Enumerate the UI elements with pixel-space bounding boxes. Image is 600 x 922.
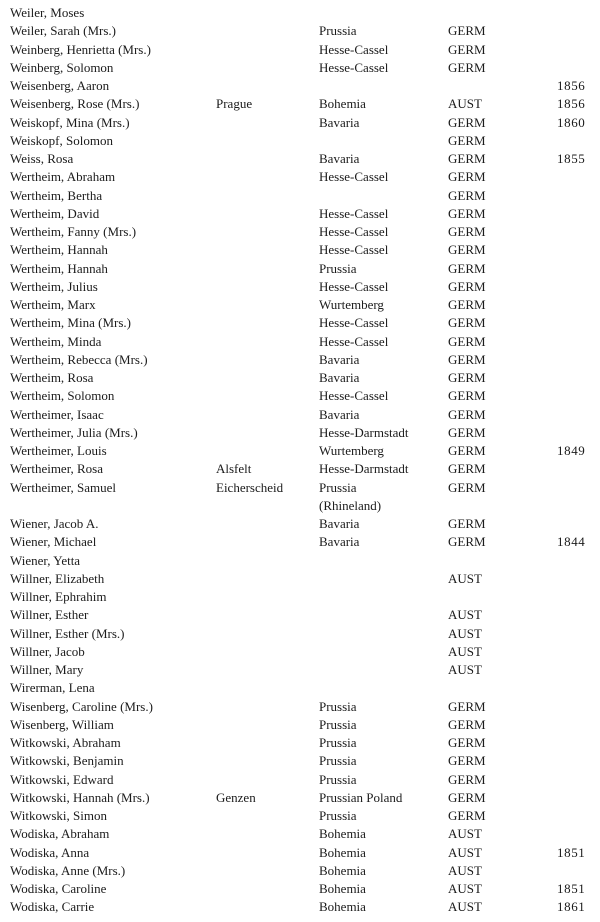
list-item (0, 588, 600, 606)
country-code: GERM (448, 753, 486, 769)
person-name: Wertheim, David (10, 205, 100, 221)
person-name: Willner, Jacob (10, 643, 85, 659)
region: Hesse-Cassel (319, 315, 389, 331)
hometown: Prague (216, 96, 253, 112)
list-item (0, 114, 600, 132)
arrival-year: 1849 (557, 443, 586, 458)
list-item (0, 205, 600, 223)
list-item (0, 241, 600, 259)
person-name: Wertheim, Julius (10, 278, 98, 294)
hometown: Eicherscheid (216, 479, 284, 495)
region: Hesse-Darmstadt (319, 424, 409, 440)
arrival-year: 1851 (557, 881, 586, 896)
list-item (0, 698, 600, 716)
country-code: GERM (448, 351, 486, 367)
region: Prussia (319, 479, 357, 495)
region: Prussia (319, 698, 357, 714)
country-code: AUST (448, 826, 482, 842)
arrival-year: 1844 (557, 534, 586, 550)
country-code: GERM (448, 132, 486, 148)
person-name: Wodiska, Abraham (10, 826, 110, 842)
region: Bohemia (319, 881, 366, 896)
country-code: AUST (448, 862, 482, 878)
country-code: GERM (448, 187, 486, 203)
country-code: AUST (448, 844, 482, 860)
person-name: Wertheim, Marx (10, 297, 96, 312)
region: Bohemia (319, 826, 366, 842)
list-item (0, 59, 600, 77)
person-name: Weiskopf, Mina (Mrs.) (10, 114, 130, 130)
country-code: GERM (448, 534, 486, 550)
list-item (0, 41, 600, 59)
arrival-year: 1856 (557, 78, 586, 93)
list-item (0, 387, 600, 405)
list-item (0, 460, 600, 478)
region: Prussia (319, 716, 357, 732)
person-name: Wertheim, Hannah (10, 260, 108, 276)
region: Prussia (319, 808, 357, 823)
country-code: GERM (448, 205, 486, 221)
person-name: Witkowski, Benjamin (10, 753, 124, 769)
list-item (0, 606, 600, 624)
person-name: Wertheimer, Louis (10, 443, 107, 458)
list-item (0, 679, 600, 697)
region: Hesse-Cassel (319, 278, 389, 294)
list-item (0, 260, 600, 278)
list-item (0, 625, 600, 643)
person-name: Weinberg, Henrietta (Mrs.) (10, 41, 151, 57)
person-name: Wodiska, Anne (Mrs.) (10, 862, 126, 878)
person-name: Witkowski, Edward (10, 771, 114, 787)
person-name: Wodiska, Anna (10, 844, 90, 860)
person-name: Wertheimer, Julia (Mrs.) (10, 424, 138, 440)
person-name: Willner, Ephrahim (10, 589, 107, 604)
region: Bavaria (319, 516, 360, 531)
person-name: Willner, Esther (10, 607, 89, 623)
region: Bohemia (319, 844, 366, 860)
country-code: GERM (448, 59, 486, 75)
country-code: AUST (448, 570, 482, 586)
person-name: Wodiska, Carrie (10, 899, 95, 915)
person-name: Weiskopf, Solomon (10, 132, 113, 148)
region: Hesse-Cassel (319, 205, 389, 221)
person-name: Willner, Mary (10, 662, 84, 677)
person-name: Weiss, Rosa (10, 151, 74, 166)
person-name: Witkowski, Simon (10, 808, 107, 823)
region: Prussia (319, 260, 357, 276)
list-item (0, 643, 600, 661)
arrival-year: 1851 (557, 844, 586, 860)
region: Hesse-Cassel (319, 388, 389, 404)
region: Prussia (319, 753, 357, 769)
country-code: GERM (448, 516, 486, 531)
list-item (0, 734, 600, 752)
person-name: Wertheimer, Samuel (10, 479, 117, 495)
region: Bavaria (319, 406, 360, 422)
country-code: AUST (448, 899, 482, 915)
person-name: Wertheim, Fanny (Mrs.) (10, 224, 137, 239)
list-item (0, 898, 600, 916)
list-item (0, 442, 600, 460)
region: Bavaria (319, 151, 360, 166)
list-item (0, 314, 600, 332)
country-code: GERM (448, 169, 486, 185)
list-item (0, 369, 600, 387)
country-code: GERM (448, 151, 486, 166)
list-item (0, 4, 600, 22)
country-code: GERM (448, 461, 486, 477)
country-code: AUST (448, 607, 482, 623)
person-name: Willner, Elizabeth (10, 570, 105, 586)
record-list (0, 4, 600, 917)
list-item (0, 515, 600, 533)
list-item (0, 825, 600, 843)
person-name: Weiler, Moses (10, 5, 85, 20)
list-item (0, 77, 600, 95)
list-item (0, 661, 600, 679)
list-item (0, 862, 600, 880)
arrival-year: 1860 (557, 114, 586, 130)
country-code: GERM (448, 315, 486, 331)
person-name: Weiler, Sarah (Mrs.) (10, 23, 117, 39)
person-name: Wertheim, Rebecca (Mrs.) (10, 351, 148, 367)
list-item (0, 844, 600, 862)
list-item (0, 479, 600, 516)
country-code: GERM (448, 716, 486, 732)
region: Prussia (319, 735, 357, 750)
region: Hesse-Cassel (319, 242, 389, 258)
region: Wurtemberg (319, 443, 384, 458)
list-item (0, 22, 600, 40)
region: Bavaria (319, 370, 360, 385)
country-code: GERM (448, 388, 486, 404)
person-name: Wisenberg, William (10, 716, 114, 732)
country-code: AUST (448, 625, 482, 641)
person-name: Willner, Esther (Mrs.) (10, 625, 125, 641)
region: Prussian Poland (319, 789, 403, 805)
person-name: Wertheim, Bertha (10, 187, 103, 203)
person-name: Wertheim, Mina (Mrs.) (10, 315, 131, 331)
list-item (0, 424, 600, 442)
arrival-year: 1856 (557, 96, 586, 112)
person-name: Wertheimer, Isaac (10, 406, 104, 422)
person-name: Wirerman, Lena (10, 680, 95, 696)
country-code: GERM (448, 771, 486, 787)
list-item (0, 333, 600, 351)
country-code: GERM (448, 424, 486, 440)
region: Bavaria (319, 114, 360, 130)
person-name: Witkowski, Abraham (10, 735, 121, 750)
country-code: GERM (448, 278, 486, 294)
country-code: GERM (448, 735, 486, 750)
region: Hesse-Cassel (319, 333, 389, 349)
person-name: Wiener, Michael (10, 534, 97, 550)
hometown: Genzen (216, 789, 256, 805)
country-code: GERM (448, 41, 486, 57)
country-code: GERM (448, 333, 486, 349)
list-item (0, 880, 600, 898)
region: Hesse-Cassel (319, 169, 389, 185)
person-name: Wertheim, Hannah (10, 242, 108, 258)
person-name: Wertheim, Solomon (10, 388, 115, 404)
person-name: Wertheim, Abraham (10, 169, 116, 185)
country-code: AUST (448, 643, 482, 659)
country-code: GERM (448, 224, 486, 239)
person-name: Wiener, Yetta (10, 552, 81, 568)
person-name: Wertheim, Minda (10, 333, 102, 349)
region-continuation: (Rhineland) (319, 497, 382, 513)
list-item (0, 278, 600, 296)
person-name: Wiener, Jacob A. (10, 516, 99, 531)
list-item (0, 296, 600, 314)
list-item (0, 351, 600, 369)
region: Bohemia (319, 899, 366, 915)
hometown: Alsfelt (216, 461, 252, 477)
country-code: AUST (448, 881, 482, 896)
person-name: Weisenberg, Rose (Mrs.) (10, 96, 140, 112)
list-item (0, 807, 600, 825)
list-item (0, 168, 600, 186)
country-code: GERM (448, 443, 486, 458)
region: Hesse-Cassel (319, 224, 389, 239)
person-name: Wisenberg, Caroline (Mrs.) (10, 698, 153, 714)
region: Bohemia (319, 862, 366, 878)
country-code: GERM (448, 479, 486, 495)
list-item (0, 187, 600, 205)
country-code: AUST (448, 96, 482, 112)
list-item (0, 95, 600, 113)
region: Bohemia (319, 96, 366, 112)
region: Wurtemberg (319, 297, 384, 312)
country-code: GERM (448, 406, 486, 422)
list-item (0, 570, 600, 588)
country-code: GERM (448, 23, 486, 39)
country-code: GERM (448, 789, 486, 805)
person-name: Witkowski, Hannah (Mrs.) (10, 789, 150, 805)
country-code: GERM (448, 114, 486, 130)
list-item (0, 132, 600, 150)
country-code: GERM (448, 370, 486, 385)
region: Hesse-Cassel (319, 41, 389, 57)
region: Bavaria (319, 351, 360, 367)
person-name: Wertheim, Rosa (10, 370, 94, 385)
arrival-year: 1855 (557, 151, 586, 166)
region: Prussia (319, 771, 357, 787)
country-code: GERM (448, 297, 486, 312)
country-code: GERM (448, 698, 486, 714)
arrival-year: 1861 (557, 899, 586, 915)
person-name: Wertheimer, Rosa (10, 461, 104, 477)
list-item (0, 771, 600, 789)
list-item (0, 150, 600, 168)
country-code: AUST (448, 662, 482, 677)
list-item (0, 406, 600, 424)
country-code: GERM (448, 260, 486, 276)
region: Hesse-Cassel (319, 59, 389, 75)
region: Hesse-Darmstadt (319, 461, 409, 477)
country-code: GERM (448, 242, 486, 258)
list-item (0, 789, 600, 807)
person-name: Weinberg, Solomon (10, 59, 114, 75)
list-item (0, 752, 600, 770)
list-item (0, 223, 600, 241)
list-item (0, 533, 600, 551)
person-name: Wodiska, Caroline (10, 881, 107, 896)
country-code: GERM (448, 808, 486, 823)
region: Bavaria (319, 534, 360, 550)
list-item (0, 716, 600, 734)
list-item (0, 552, 600, 570)
person-name: Weisenberg, Aaron (10, 78, 110, 93)
region: Prussia (319, 23, 357, 39)
